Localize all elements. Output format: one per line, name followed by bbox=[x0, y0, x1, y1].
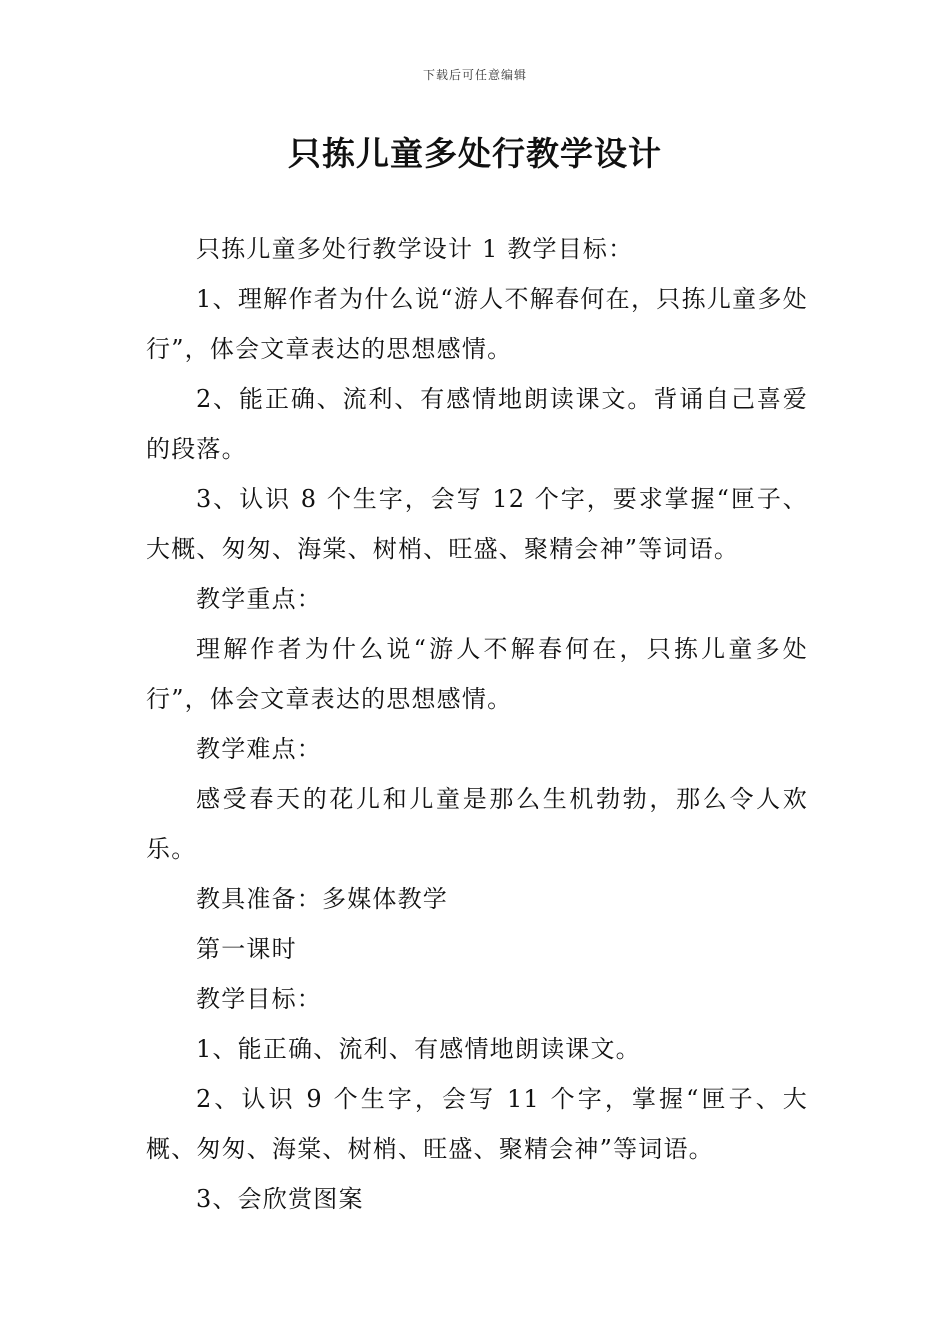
document-title: 只拣儿童多处行教学设计 bbox=[288, 134, 662, 173]
paragraph: 1、理解作者为什么说“游人不解春何在，只拣儿童多处行”，体会文章表达的思想感情。 bbox=[146, 285, 808, 363]
paragraph: 只拣儿童多处行教学设计 1 教学目标： bbox=[196, 235, 634, 263]
paragraph: 理解作者为什么说“游人不解春何在，只拣儿童多处行”，体会文章表达的思想感情。 bbox=[146, 635, 808, 713]
paragraph: 教具准备：多媒体教学 bbox=[196, 885, 448, 913]
header-note: 下载后可任意编辑 bbox=[422, 68, 527, 82]
section-heading: 教学目标： bbox=[196, 985, 322, 1013]
section-heading: 教学重点： bbox=[196, 585, 322, 613]
paragraph: 2、认识 9 个生字，会写 11 个字，掌握“匣子、大概、匆匆、海棠、树梢、旺盛、聚精会神”等词语。 bbox=[146, 1085, 808, 1163]
document-body bbox=[146, 224, 808, 1224]
section-heading: 第一课时 bbox=[196, 935, 297, 963]
paragraph: 3、会欣赏图案 bbox=[196, 1185, 364, 1213]
paragraph: 2、能正确、流利、有感情地朗读课文。背诵自己喜爱的段落。 bbox=[146, 385, 808, 463]
section-heading: 教学难点： bbox=[196, 735, 322, 763]
paragraph: 感受春天的花儿和儿童是那么生机勃勃，那么令人欢乐。 bbox=[146, 785, 808, 863]
paragraph: 1、能正确、流利、有感情地朗读课文。 bbox=[196, 1035, 641, 1063]
paragraph: 3、认识 8 个生字，会写 12 个字，要求掌握“匣子、大概、匆匆、海棠、树梢、旺盛、聚精会神”等词语。 bbox=[146, 485, 808, 563]
